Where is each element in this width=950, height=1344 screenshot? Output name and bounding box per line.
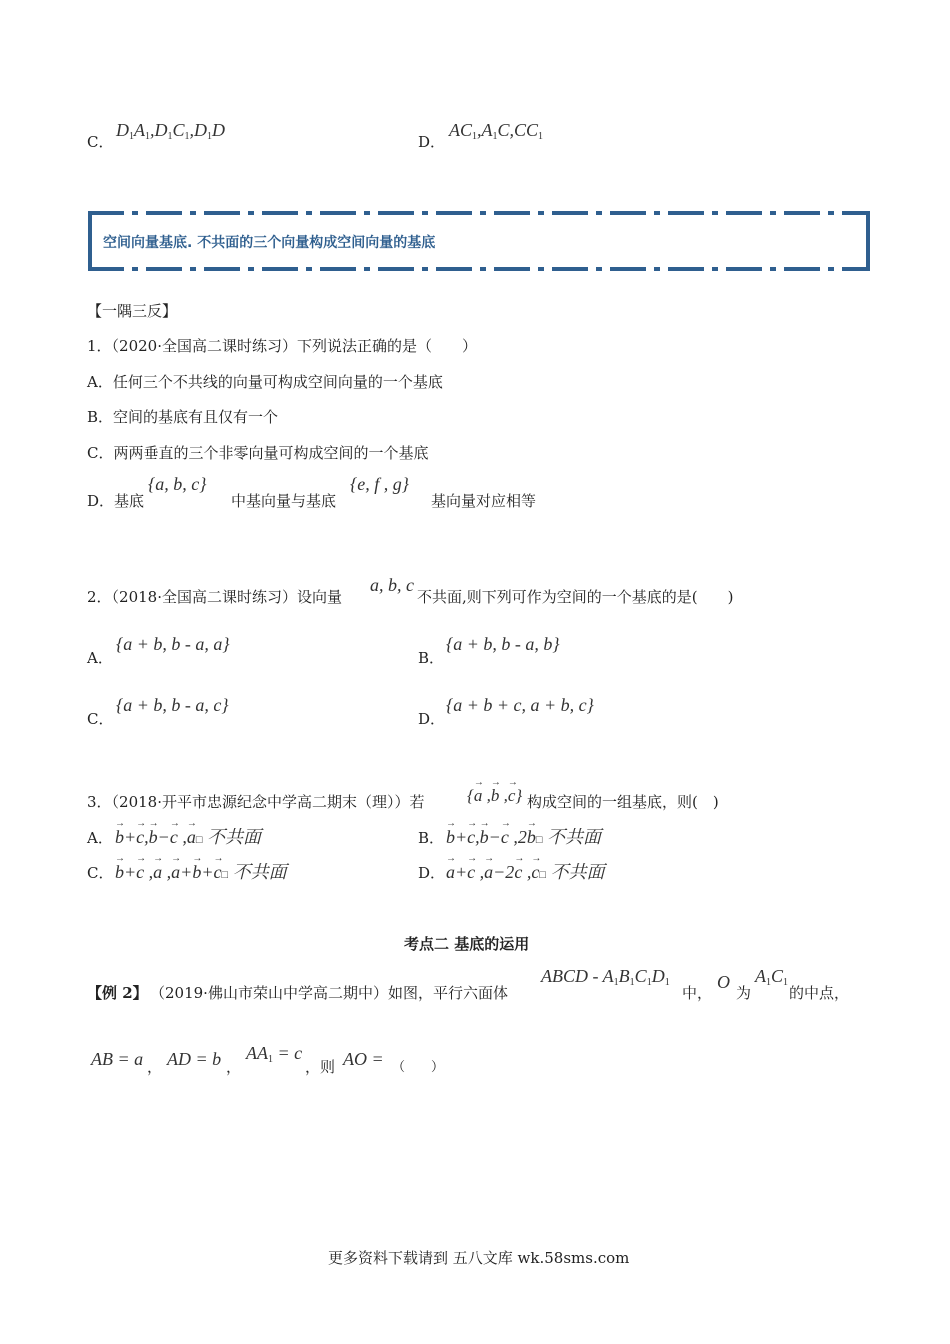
q2-stem-math: a, b, c <box>370 575 414 595</box>
example-then: ，则 <box>305 1058 336 1076</box>
kaodian-heading: 考点二 基底的运用 <box>404 935 530 953</box>
q3-option-c-suffix: 不共面 <box>232 862 287 882</box>
q3-option-b-math: → b+→ c,→ b−→ c ,2→ b□ 不共面 <box>446 823 601 849</box>
option-d-math: $AC_1,A_1C,CC_1$ <box>449 120 544 142</box>
q3-option-d-math: → a+→ c ,→ a−2→ c ,→ c□ 不共面 <box>446 858 604 884</box>
q3-option-c-label: C． <box>87 864 114 882</box>
q3-option-d-suffix: 不共面 <box>550 862 605 882</box>
q2-stem-post: 不共面,则下列可作为空间的一个基底的是( ) <box>417 588 734 606</box>
q1-option-b: B．空间的基底有且仅有一个 <box>87 408 279 426</box>
example-o-math: O <box>717 972 730 992</box>
q2-option-c-label: C． <box>87 710 114 728</box>
q2-option-b-math: {a + b, b - a, b} <box>446 634 560 654</box>
example-ao: AO = <box>343 1049 384 1069</box>
q2-option-a-math: {a + b, b - a, a} <box>116 634 230 654</box>
q3-stem-pre: 3．（2018·开平市忠源纪念中学高二期末（理））若 <box>87 793 425 811</box>
q1-option-d-set2: {e, f , g} <box>350 474 409 494</box>
example-sep-1: ， <box>147 1058 163 1076</box>
footer-text: 更多资料下载请到 五八文库 wk.58sms.com <box>328 1249 630 1267</box>
example-mid2: 为 <box>736 984 752 1002</box>
option-d-label: D． <box>418 133 446 151</box>
example-ac-math: $A_1C_1$ <box>755 966 789 988</box>
callout-text: 空间向量基底. 不共面的三个向量构成空间向量的基底 <box>103 235 436 251</box>
q2-stem-pre: 2．（2018·全国高二课时练习）设向量 <box>87 588 342 606</box>
q1-stem: 1．（2020·全国高二课时练习）下列说法正确的是（ ） <box>87 337 477 355</box>
example-aa: $AA_1 = c$ <box>246 1043 303 1065</box>
q3-option-a-label: A． <box>87 829 113 847</box>
option-c-label: C． <box>87 133 114 151</box>
example-sep-2: ， <box>226 1058 242 1076</box>
q1-option-d-mid: 中基向量与基底 <box>231 492 337 510</box>
section-title: 【一隅三反】 <box>87 302 178 320</box>
q3-option-d-label: D． <box>418 864 446 882</box>
q1-option-d-label: D．基底 <box>87 492 145 510</box>
q1-option-d-set1: {a, b, c} <box>148 474 207 494</box>
q1-option-a: A．任何三个不共线的向量可构成空间向量的一个基底 <box>87 373 443 391</box>
example-mid1: 中， <box>682 984 713 1002</box>
q3-option-a-math: → b+→ c,→ b−→ c ,→ a□ 不共面 <box>115 823 261 849</box>
example-body-math: ABCD - $A_1B_1C_1D_1$ <box>541 966 670 988</box>
example-ab: AB = a <box>91 1049 144 1069</box>
example-stem-pre: （2019·佛山市荣山中学高二期中）如图，平行六面体 <box>150 984 508 1002</box>
q3-stem-post: 构成空间的一组基底，则( ) <box>527 793 719 811</box>
q2-option-b-label: B． <box>418 649 445 667</box>
q2-option-d-label: D． <box>418 710 446 728</box>
example-ad: AD = b <box>167 1049 222 1069</box>
option-c-math: $D_1A_1,D_1C_1,D_1D$ <box>116 120 226 142</box>
q3-option-b-label: B． <box>418 829 445 847</box>
q3-option-a-suffix: 不共面 <box>206 827 261 847</box>
example-end: 的中点， <box>789 984 850 1002</box>
q2-option-d-math: {a + b + c, a + b, c} <box>446 695 594 715</box>
example-label: 【例 2】 <box>87 984 148 1002</box>
q1-option-d-end: 基向量对应相等 <box>431 492 537 510</box>
example-paren: （ ） <box>392 1060 445 1075</box>
q3-stem-vectors: {→ a ,→ b ,→ c} <box>467 786 522 806</box>
q2-option-a-label: A． <box>87 649 113 667</box>
q1-option-c: C．两两垂直的三个非零向量可构成空间的一个基底 <box>87 444 429 462</box>
q3-option-c-math: → b+→ c ,→ a ,→ a+→ b+→ c□ 不共面 <box>115 858 287 884</box>
q2-option-c-math: {a + b, b - a, c} <box>116 695 229 715</box>
q3-option-b-suffix: 不共面 <box>546 827 601 847</box>
